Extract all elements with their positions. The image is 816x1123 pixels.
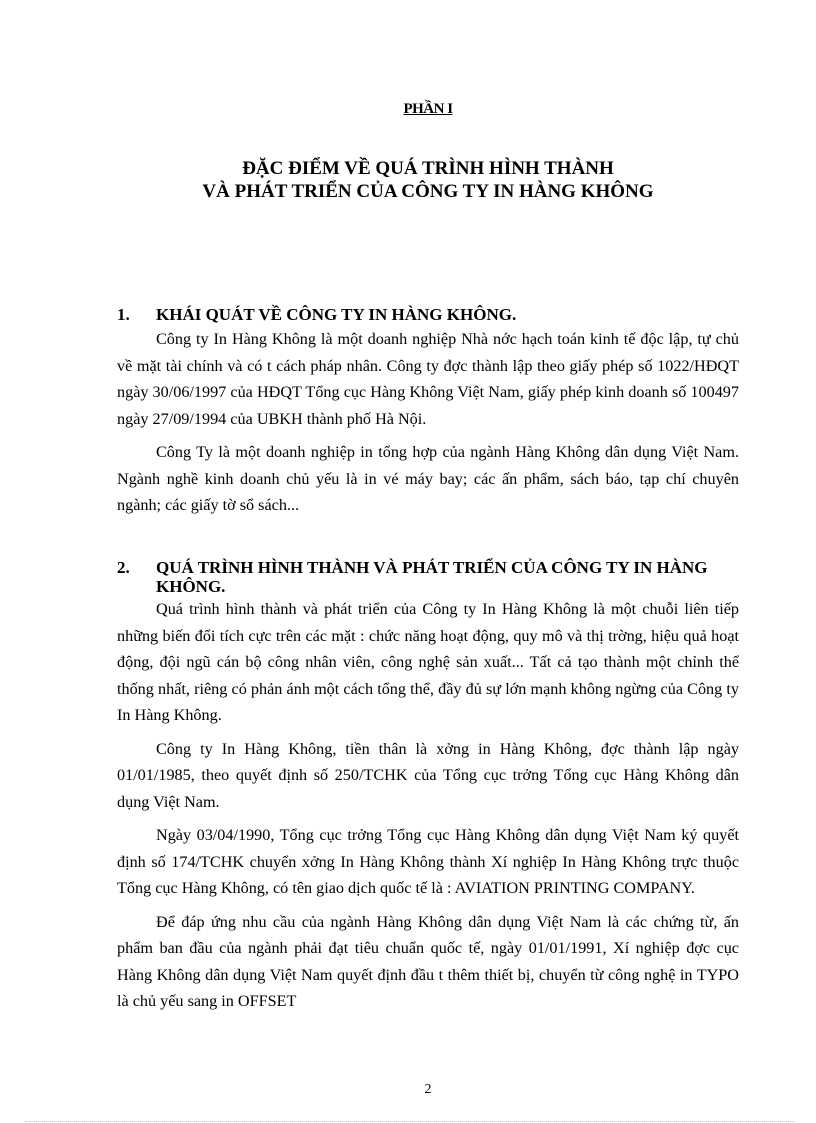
page-divider [25,1121,795,1122]
section-2-paragraph-3: Ngày 03/04/1990, Tổng cục trởng Tổng cục Hàng Không dân dụng Việt Nam ký quyết định số 174/TCHK chuyển xởng In Hàng Không thành Xí nghiệp In Hàng Không trực thuộc Tổng cục Hàng Không, có tên giao dịch quốc tế là : AVIATION PRINTING COMPANY. [117,826,739,897]
part-label: PHẦN I [403,101,453,117]
title-line-2: VÀ PHÁT TRIỂN CỦA CÔNG TY IN HÀNG KHÔNG [202,181,654,202]
section-1-heading [117,305,739,324]
page-number: 2 [424,1082,432,1097]
section-2 [117,558,739,1015]
section-1 [117,305,739,519]
section-1-number: 1. [117,305,130,324]
section-2-paragraph-2: Công ty In Hàng Không, tiền thân là xởng in Hàng Không, đợc thành lập ngày 01/01/1985, theo quyết định số 250/TCHK của Tổng cục trởng Tổng cục Hàng Không dân dụng Việt Nam. [117,739,739,811]
page-title [0,157,816,203]
section-1-paragraph-2: Công Ty là một doanh nghiệp in tổng hợp của ngành Hàng Không dân dụng Việt Nam. Ngành nghề kinh doanh chủ yếu là in vé máy bay; các ấn phẩm, sách báo, tạp chí chuyên ngành; các giấy tờ sổ sách... [117,443,739,514]
section-1-paragraph-1: Công ty In Hàng Không là một doanh nghiệp Nhà nớc hạch toán kinh tế độc lập, tự chủ về mặt tài chính và có t cách pháp nhân. Công ty đợc thành lập theo giấy phép số 1022/HĐQT ngày 30/06/1997 của HĐQT Tổng cục Hàng Không Việt Nam, giấy phép kinh doanh số 100497 ngày 27/09/1994 của UBKH thành phố Hà Nội. [117,330,739,428]
section-1-heading-text: KHÁI QUÁT VỀ CÔNG TY IN HÀNG KHÔNG. [156,305,517,324]
section-2-heading-text: QUÁ TRÌNH HÌNH THÀNH VÀ PHÁT TRIỂN CỦA CÔNG TY IN HÀNG KHÔNG. [156,558,708,596]
section-2-number: 2. [117,558,130,577]
title-line-1: ĐẶC ĐIỂM VỀ QUÁ TRÌNH HÌNH THÀNH [242,158,614,179]
section-2-paragraph-4: Để đáp ứng nhu cầu của ngành Hàng Không dân dụng Việt Nam là các chứng từ, ấn phẩm ban đầu của ngành phải đạt tiêu chuẩn quốc tế, ngày 01/01/1991, Xí nghiệp đợc cục Hàng Không dân dụng Việt Nam quyết định đầu t thêm thiết bị, chuyển từ công nghệ in TYPO là chủ yếu sang in OFFSET [117,912,739,1010]
section-2-paragraph-1: Quá trình hình thành và phát triển của Công ty In Hàng Không là một chuỗi liên tiếp những biến đổi tích cực trên các mặt : chức năng hoạt động, quy mô và thị trờng, hiệu quả hoạt động, đội ngũ cán bộ công nhân viên, công nghệ sản xuất... Tất cả tạo thành một chỉnh thể thống nhất, riêng có phản ánh một cách tổng thể, đầy đủ sự lớn mạnh không ngừng của Công ty In Hàng Không. [117,600,739,724]
section-2-heading [117,558,739,596]
